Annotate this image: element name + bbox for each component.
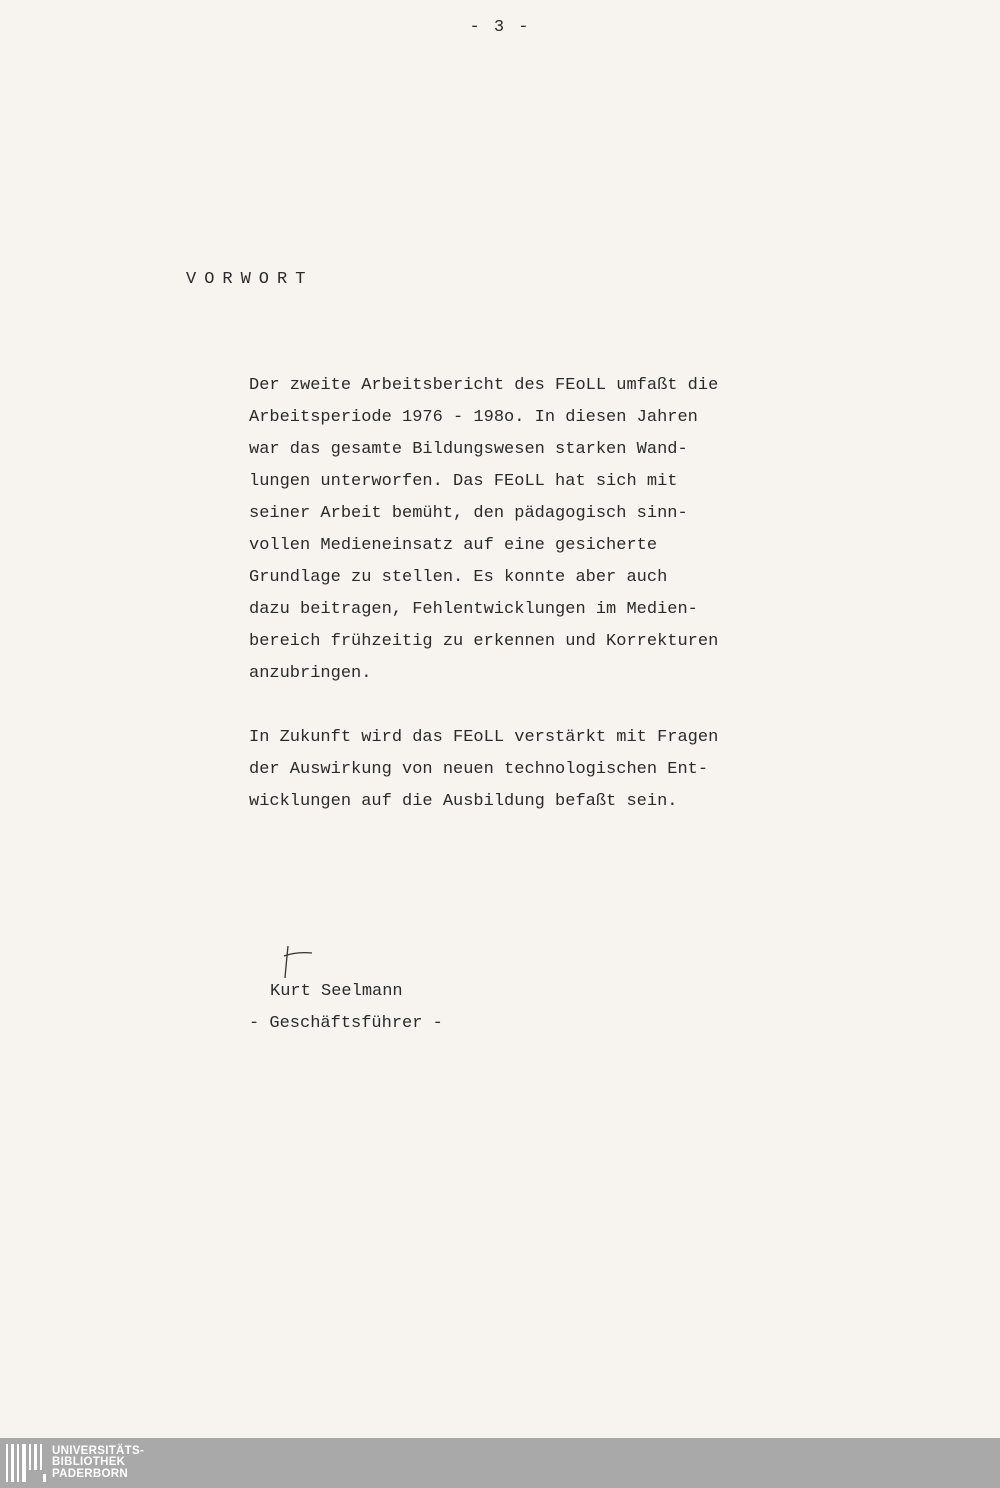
text-line: Arbeitsperiode 1976 - 198o. In diesen Jahren (249, 408, 698, 427)
text-line: war das gesamte Bildungswesen starken Wand- (249, 440, 688, 459)
paragraph-intro (249, 370, 718, 690)
text-line: In Zukunft wird das FEoLL verstärkt mit Fragen (249, 728, 719, 747)
section-heading: VORWORT (186, 270, 314, 289)
handwritten-signature-mark (278, 944, 318, 980)
paragraph-outlook (249, 722, 718, 818)
library-name-line: UNIVERSITÄTS- (52, 1444, 145, 1457)
text-line: lungen unterworfen. Das FEoLL hat sich mit (249, 472, 678, 491)
text-line: vollen Medieneinsatz auf eine gesicherte (249, 536, 658, 555)
signer-name: Kurt Seelmann (270, 982, 403, 1001)
text-line: seiner Arbeit bemüht, den pädagogisch sinn- (249, 504, 688, 523)
text-line: anzubringen. (249, 664, 372, 683)
text-line: wicklungen auf die Ausbildung befaßt sein. (249, 792, 678, 811)
signer-role: - Geschäftsführer - (249, 1014, 443, 1033)
text-line: Grundlage zu stellen. Es konnte aber auch (249, 568, 668, 587)
library-barcode-icon (6, 1442, 46, 1484)
library-name (52, 1446, 144, 1481)
library-footer-bar (0, 1438, 1000, 1488)
library-name-line: PADERBORN (52, 1467, 128, 1480)
text-line: Der zweite Arbeitsbericht des FEoLL umfaßt die (249, 376, 719, 395)
page-number: - 3 - (469, 18, 531, 37)
text-line: der Auswirkung von neuen technologischen Ent- (249, 760, 709, 779)
text-line: dazu beitragen, Fehlentwicklungen im Medien- (249, 600, 698, 619)
library-name-line: BIBLIOTHEK (52, 1456, 126, 1469)
library-logo (0, 1438, 144, 1488)
text-line: bereich frühzeitig zu erkennen und Korrekturen (249, 632, 719, 651)
